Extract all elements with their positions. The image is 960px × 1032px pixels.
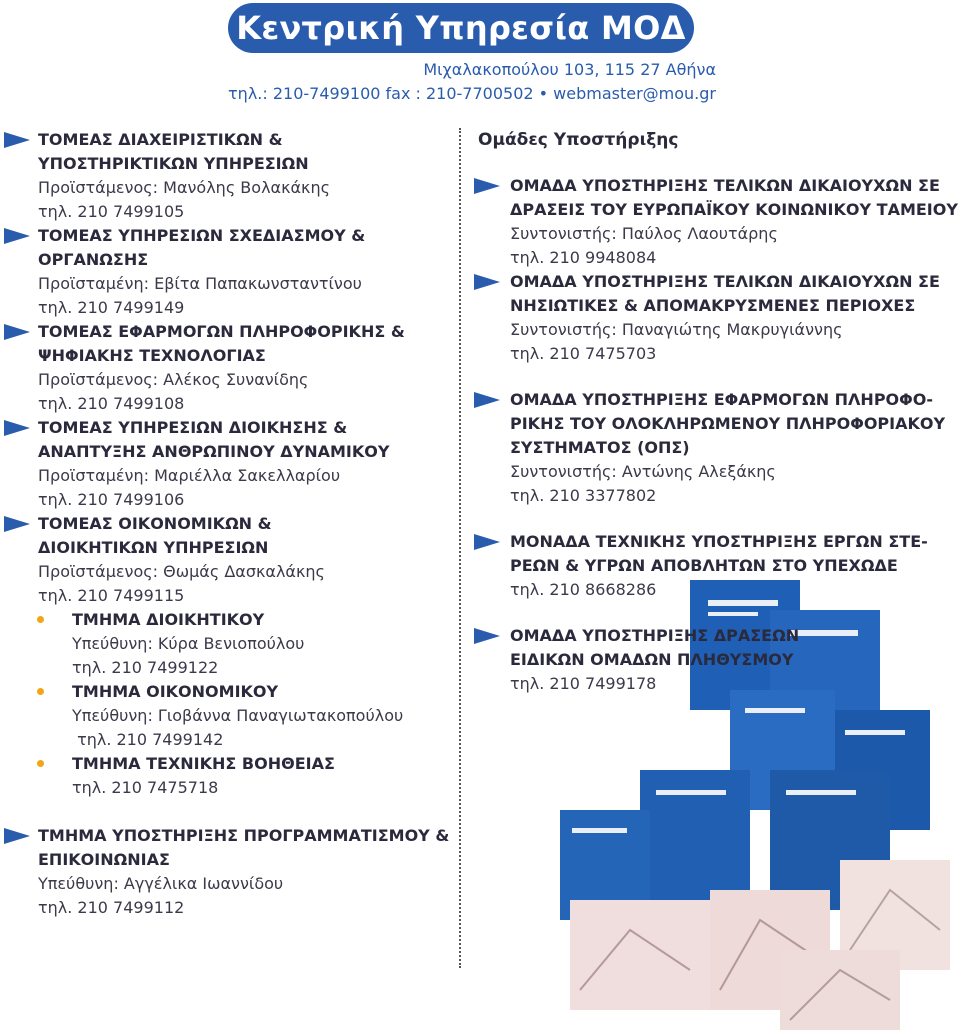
group-title: ΟΜΑΔΑ ΥΠΟΣΤΗΡΙΞΗΣ ΕΦΑΡΜΟΓΩΝ ΠΛΗΡΟΦΟ- — [510, 390, 933, 409]
group-title: ΣΥΣΤΗΜΑΤΟΣ (ΟΠΣ) — [510, 438, 690, 457]
sector-title: ΑΝΑΠΤΥΞΗΣ ΑΝΘΡΩΠΙΝΟΥ ΔΥΝΑΜΙΚΟΥ — [38, 442, 390, 461]
programming-title: ΕΠΙΚΟΙΝΩΝΙΑΣ — [38, 850, 170, 869]
address-line: Μιχαλακοπούλου 103, 115 27 Αθήνα — [423, 60, 716, 79]
book-cover-icon — [780, 950, 900, 1030]
group-title: ΔΡΑΣΕΙΣ ΤΟΥ ΕΥΡΩΠΑΪΚΟΥ ΚΟΙΝΩΝΙΚΟΥ ΤΑΜΕΙΟΥ — [510, 200, 958, 219]
group-head: Συντονιστής: Παύλος Λαουτάρης — [510, 224, 778, 243]
department-title: ΤΜΗΜΑ ΟΙΚΟΝΟΜΙΚΟΥ — [72, 682, 279, 701]
sector-title: ΟΡΓΑΝΩΣΗΣ — [38, 250, 149, 269]
sector-title: ΤΟΜΕΑΣ ΔΙΑΧΕΙΡΙΣΤΙΚΩΝ & — [38, 130, 283, 149]
sector-entry — [0, 320, 460, 416]
group-entry — [470, 624, 960, 696]
sector-entry — [0, 128, 460, 224]
left-column — [0, 128, 460, 920]
right-column — [470, 128, 960, 696]
programming-head: Υπεύθυνη: Αγγέλικα Ιωαννίδου — [38, 874, 284, 893]
department-entry — [0, 752, 460, 800]
sector-head: Προϊστάμενος: Αλέκος Συνανίδης — [38, 370, 309, 389]
sector-head: Προϊστάμενος: Μανόλης Βολακάκης — [38, 178, 331, 197]
sector-head: Προϊσταμένη: Μαριέλλα Σακελλαρίου — [38, 466, 341, 485]
group-head: Συντονιστής: Αντώνης Αλεξάκης — [510, 462, 776, 481]
group-entry — [470, 174, 960, 270]
group-head: Συντονιστής: Παναγιώτης Μακρυγιάννης — [510, 320, 843, 339]
programming-phone: τηλ. 210 7499112 — [38, 898, 185, 917]
sector-phone: τηλ. 210 7499149 — [38, 298, 185, 317]
book-cover-icon — [640, 770, 750, 910]
sector-title: ΤΟΜΕΑΣ ΥΠΗΡΕΣΙΩΝ ΣΧΕΔΙΑΣΜΟΥ & — [38, 226, 366, 245]
group-title: ΡΙΚΗΣ ΤΟΥ ΟΛΟΚΛΗΡΩΜΕΝΟΥ ΠΛΗΡΟΦΟΡΙΑΚΟΥ — [510, 414, 946, 433]
group-phone: τηλ. 210 7499178 — [510, 674, 657, 693]
sector-title: ΤΟΜΕΑΣ ΕΦΑΡΜΟΓΩΝ ΠΛΗΡΟΦΟΡΙΚΗΣ & — [38, 322, 405, 341]
sector-entry — [0, 512, 460, 608]
department-title: ΤΜΗΜΑ ΔΙΟΙΚΗΤΙΚΟΥ — [72, 610, 265, 629]
sector-entry — [0, 224, 460, 320]
group-title: ΡΕΩΝ & ΥΓΡΩΝ ΑΠΟΒΛΗΤΩΝ ΣΤΟ ΥΠΕΧΩΔΕ — [510, 556, 898, 575]
arrow-icon — [4, 420, 30, 436]
arrow-icon — [474, 392, 500, 408]
page-title-banner: Κεντρική Υπηρεσία ΜΟΔ — [228, 3, 694, 53]
group-title: ΜΟΝΑΔΑ ΤΕΧΝΙΚΗΣ ΥΠΟΣΤΗΡΙΞΗΣ ΕΡΓΩΝ ΣΤΕ- — [510, 532, 928, 551]
programming-entry — [0, 824, 460, 920]
bullet-icon — [37, 760, 44, 767]
sector-title: ΤΟΜΕΑΣ ΟΙΚΟΝΟΜΙΚΩΝ & — [38, 514, 272, 533]
group-entry — [470, 530, 960, 602]
group-title: ΟΜΑΔΑ ΥΠΟΣΤΗΡΙΞΗΣ ΔΡΑΣΕΩΝ — [510, 626, 800, 645]
arrow-icon — [474, 274, 500, 290]
column-divider — [459, 128, 461, 968]
group-phone: τηλ. 210 3377802 — [510, 486, 657, 505]
sector-phone: τηλ. 210 7499105 — [38, 202, 185, 221]
department-head: Υπεύθυνη: Κύρα Βενιοπούλου — [72, 634, 305, 653]
sector-head: Προϊσταμένη: Εβίτα Παπακωνσταντίνου — [38, 274, 362, 293]
arrow-icon — [4, 324, 30, 340]
group-title: ΕΙΔΙΚΩΝ ΟΜΑΔΩΝ ΠΛΗΘΥΣΜΟΥ — [510, 650, 794, 669]
department-phone: τηλ. 210 7475718 — [72, 778, 219, 797]
group-title: ΝΗΣΙΩΤΙΚΕΣ & ΑΠΟΜΑΚΡΥΣΜΕΝΕΣ ΠΕΡΙΟΧΕΣ — [510, 296, 916, 315]
sector-phone: τηλ. 210 7499108 — [38, 394, 185, 413]
bullet-icon — [37, 616, 44, 623]
sector-title: ΨΗΦΙΑΚΗΣ ΤΕΧΝΟΛΟΓΙΑΣ — [38, 346, 266, 365]
group-phone: τηλ. 210 8668286 — [510, 580, 657, 599]
department-title: ΤΜΗΜΑ ΤΕΧΝΙΚΗΣ ΒΟΗΘΕΙΑΣ — [72, 754, 335, 773]
contact-line: τηλ.: 210-7499100 fax : 210-7700502 • webmaster@mou.gr — [228, 84, 716, 103]
arrow-icon — [474, 178, 500, 194]
department-head: Υπεύθυνη: Γιοβάννα Παναγιωτακοπούλου — [72, 706, 404, 725]
department-phone: τηλ. 210 7499122 — [72, 658, 219, 677]
group-entry — [470, 270, 960, 366]
arrow-icon — [4, 228, 30, 244]
arrow-icon — [4, 516, 30, 532]
arrow-icon — [4, 132, 30, 148]
arrow-icon — [4, 828, 30, 844]
group-title: ΟΜΑΔΑ ΥΠΟΣΤΗΡΙΞΗΣ ΤΕΛΙΚΩΝ ΔΙΚΑΙΟΥΧΩΝ ΣΕ — [510, 176, 940, 195]
sector-phone: τηλ. 210 7499115 — [38, 586, 185, 605]
arrow-icon — [474, 628, 500, 644]
arrow-icon — [474, 534, 500, 550]
group-phone: τηλ. 210 7475703 — [510, 344, 657, 363]
sector-title: ΔΙΟΙΚΗΤΙΚΩΝ ΥΠΗΡΕΣΙΩΝ — [38, 538, 269, 557]
sector-phone: τηλ. 210 7499106 — [38, 490, 185, 509]
department-phone: τηλ. 210 7499142 — [72, 730, 224, 749]
sector-entry — [0, 416, 460, 512]
department-entry — [0, 608, 460, 680]
group-title: ΟΜΑΔΑ ΥΠΟΣΤΗΡΙΞΗΣ ΤΕΛΙΚΩΝ ΔΙΚΑΙΟΥΧΩΝ ΣΕ — [510, 272, 940, 291]
bullet-icon — [37, 688, 44, 695]
sector-head: Προϊστάμενος: Θωμάς Δασκαλάκης — [38, 562, 325, 581]
support-groups-heading: Ομάδες Υποστήριξης — [478, 130, 679, 150]
book-cover-icon — [570, 900, 710, 1010]
sector-title: ΥΠΟΣΤΗΡΙΚΤΙΚΩΝ ΥΠΗΡΕΣΙΩΝ — [38, 154, 309, 173]
department-entry — [0, 680, 460, 752]
group-entry — [470, 388, 960, 508]
programming-title: ΤΜΗΜΑ ΥΠΟΣΤΗΡΙΞΗΣ ΠΡΟΓΡΑΜΜΑΤΙΣΜΟΥ & — [38, 826, 450, 845]
group-phone: τηλ. 210 9948084 — [510, 248, 657, 267]
sector-title: ΤΟΜΕΑΣ ΥΠΗΡΕΣΙΩΝ ΔΙΟΙΚΗΣΗΣ & — [38, 418, 348, 437]
